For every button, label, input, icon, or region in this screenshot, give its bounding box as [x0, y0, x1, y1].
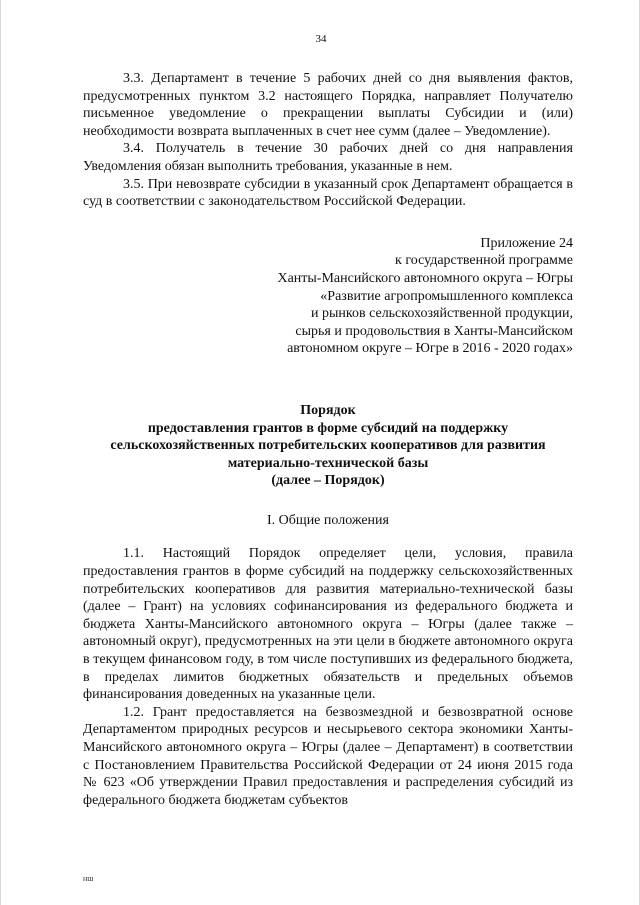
title-line: Порядок: [300, 402, 356, 418]
section-heading: I. Общие положения: [267, 512, 389, 528]
appendix-reference: [83, 235, 573, 358]
title-line: предоставления грантов в форме субсидий на поддержку: [147, 420, 509, 436]
appendix-line: к государственной программе: [395, 253, 573, 269]
title-line: материально-технической базы: [227, 455, 429, 471]
page-content: [83, 70, 573, 809]
appendix-line: Приложение 24: [480, 235, 573, 251]
appendix-line: Ханты-Мансийского автономного округа – Югры: [277, 270, 573, 286]
title-line: (далее – Порядок): [271, 473, 385, 489]
footer-mark: нш: [83, 874, 94, 883]
page-number: 34: [315, 33, 327, 45]
paragraph-1-2: 1.2. Грант предоставляется на безвозмездной и безвозвратной основе Департаментом природных ресурсов и несырьевого сектора экономики Ханты-Мансийского автономного округа – Югры (далее – Департамент) в соответствии с Постановлением Правительства Российской Федерации от 24 июня 2015 года № 623 «Об утверждении Правил предоставления и распределения субсидий из федерального бюджета бюджетам субъектов: [83, 704, 573, 808]
appendix-line: и рынков сельскохозяйственной продукции,: [311, 306, 573, 322]
paragraph-3-4: 3.4. Получатель в течение 30 рабочих дней со дня направления Уведомления обязан выполнить требования, указанные в нем.: [83, 141, 573, 174]
appendix-line: автономном округе – Югре в 2016 - 2020 годах»: [287, 341, 573, 357]
title-line: сельскохозяйственных потребительских кооперативов для развития: [110, 438, 546, 454]
appendix-line: «Развитие агропромышленного комплекса: [320, 288, 573, 304]
appendix-line: сырья и продовольствия в Ханты-Мансийском: [295, 323, 573, 339]
paragraph-1-1: 1.1. Настоящий Порядок определяет цели, условия, правила предоставления грантов в форме субсидий на поддержку сельскохозяйственных потребительских кооперативов для развития материально-технической базы (далее – Грант) на условиях софинансирования из федерального бюджета и бюджета Ханты-Мансийского автономного округа – Югры (далее также – автономный округ), предусмотренных на эти цели в бюджете автономного округа в текущем финансовом году, в том числе поступивших из федерального бюджета, в пределах лимитов бюджетных обязательств и предельных объемов финансирования доведенных на указанные цели.: [83, 546, 573, 703]
paragraph-3-3: 3.3. Департамент в течение 5 рабочих дней со дня выявления фактов, предусмотренных пунктом 3.2 настоящего Порядка, направляет Получателю письменное уведомление о прекращении выплаты Субсидии и (или) необходимости возврата выплаченных в счет нее сумм (далее – Уведомление).: [83, 71, 573, 139]
paragraph-3-5: 3.5. При невозврате субсидии в указанный срок Департамент обращается в суд в соответствии с законодательством Российской Федерации.: [83, 176, 573, 210]
document-title: [83, 402, 573, 490]
